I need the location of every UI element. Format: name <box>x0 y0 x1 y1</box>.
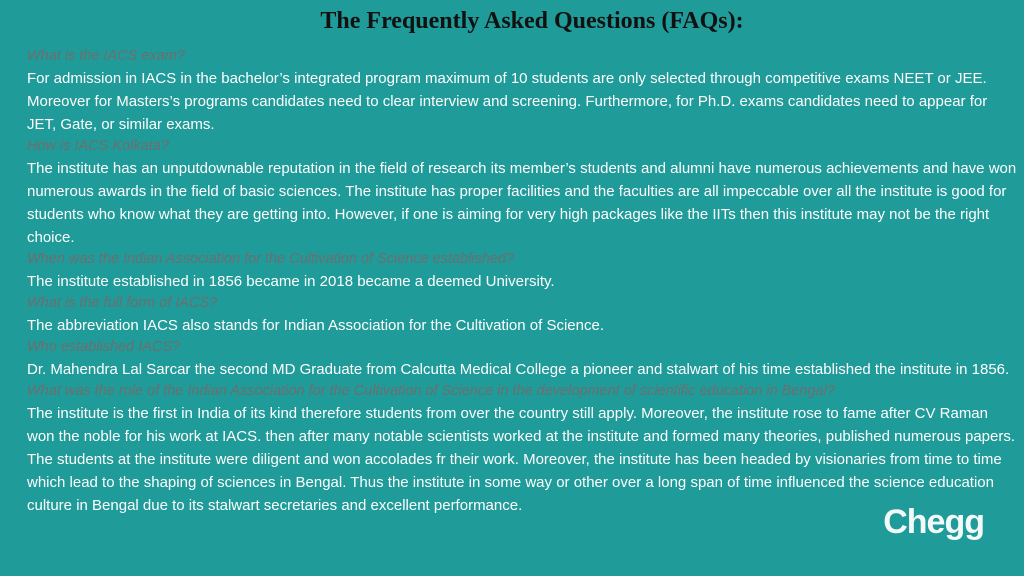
faq-answer: Dr. Mahendra Lal Sarcar the second MD Graduate from Calcutta Medical College a pioneer and stalwart of his time established the institute in 1856. <box>27 361 1010 378</box>
faq-answer: The abbreviation IACS also stands for Indian Association for the Cultivation of Science. <box>27 317 604 334</box>
faq-answer: For admission in IACS in the bachelor’s integrated program maximum of 10 students are only selected through competitive exams NEET or JEE. Moreover for Masters’s programs candidates need to clear interview and screening. Furthermore, for Ph.D. exams candidates need to appear for JET, Gate, or similar exams. <box>27 70 988 133</box>
faq-question: Who established IACS? <box>27 339 181 355</box>
faq-item <box>27 136 1017 249</box>
faq-question: How is IACS Kolkata? <box>27 138 169 154</box>
page-title: The Frequently Asked Questions (FAQs): <box>320 8 744 34</box>
faq-item <box>27 293 1017 337</box>
faq-answer: The institute established in 1856 became in 2018 became a deemed University. <box>27 273 555 290</box>
faq-item <box>27 249 1017 293</box>
faq-item <box>27 337 1017 381</box>
chegg-logo: Chegg <box>883 503 984 541</box>
faq-question: What is the full form of IACS? <box>27 295 218 311</box>
faq-list <box>27 46 1017 517</box>
faq-answer: The institute is the first in India of its kind therefore students from over the country still apply. Moreover, the institute rose to fame after CV Raman won the noble for his work at IACS. then after many notable scientists worked at the institute and formed many theories, published numerous papers. The students at the institute were diligent and won accolades fr their work. Moreover, the institute has been headed by visionaries from time to time which lead to the shaping of sciences in Bengal. Thus the institute in some way or other over a long span of time influenced the science education culture in Bengal due to its stalwart secretaries and excellent performance. <box>27 405 1016 514</box>
faq-answer: The institute has an unputdownable reputation in the field of research its member’s students and alumni have numerous achievements and have won numerous awards in the field of basic sciences. The institute has proper facilities and the faculties are all impeccable over all the institute is good for students who know what they are getting into. However, if one is aiming for very high packages like the IITs then this institute may not be the right choice. <box>27 160 1017 246</box>
faq-question: When was the Indian Association for the Cultivation of Science established? <box>27 251 515 267</box>
faq-item <box>27 46 1017 136</box>
faq-question: What was the role of the Indian Association for the Cultivation of Science in the development of scientific education in Bengal? <box>27 383 835 399</box>
faq-question: What is the IACS exam? <box>27 48 185 64</box>
faq-item <box>27 381 1017 517</box>
